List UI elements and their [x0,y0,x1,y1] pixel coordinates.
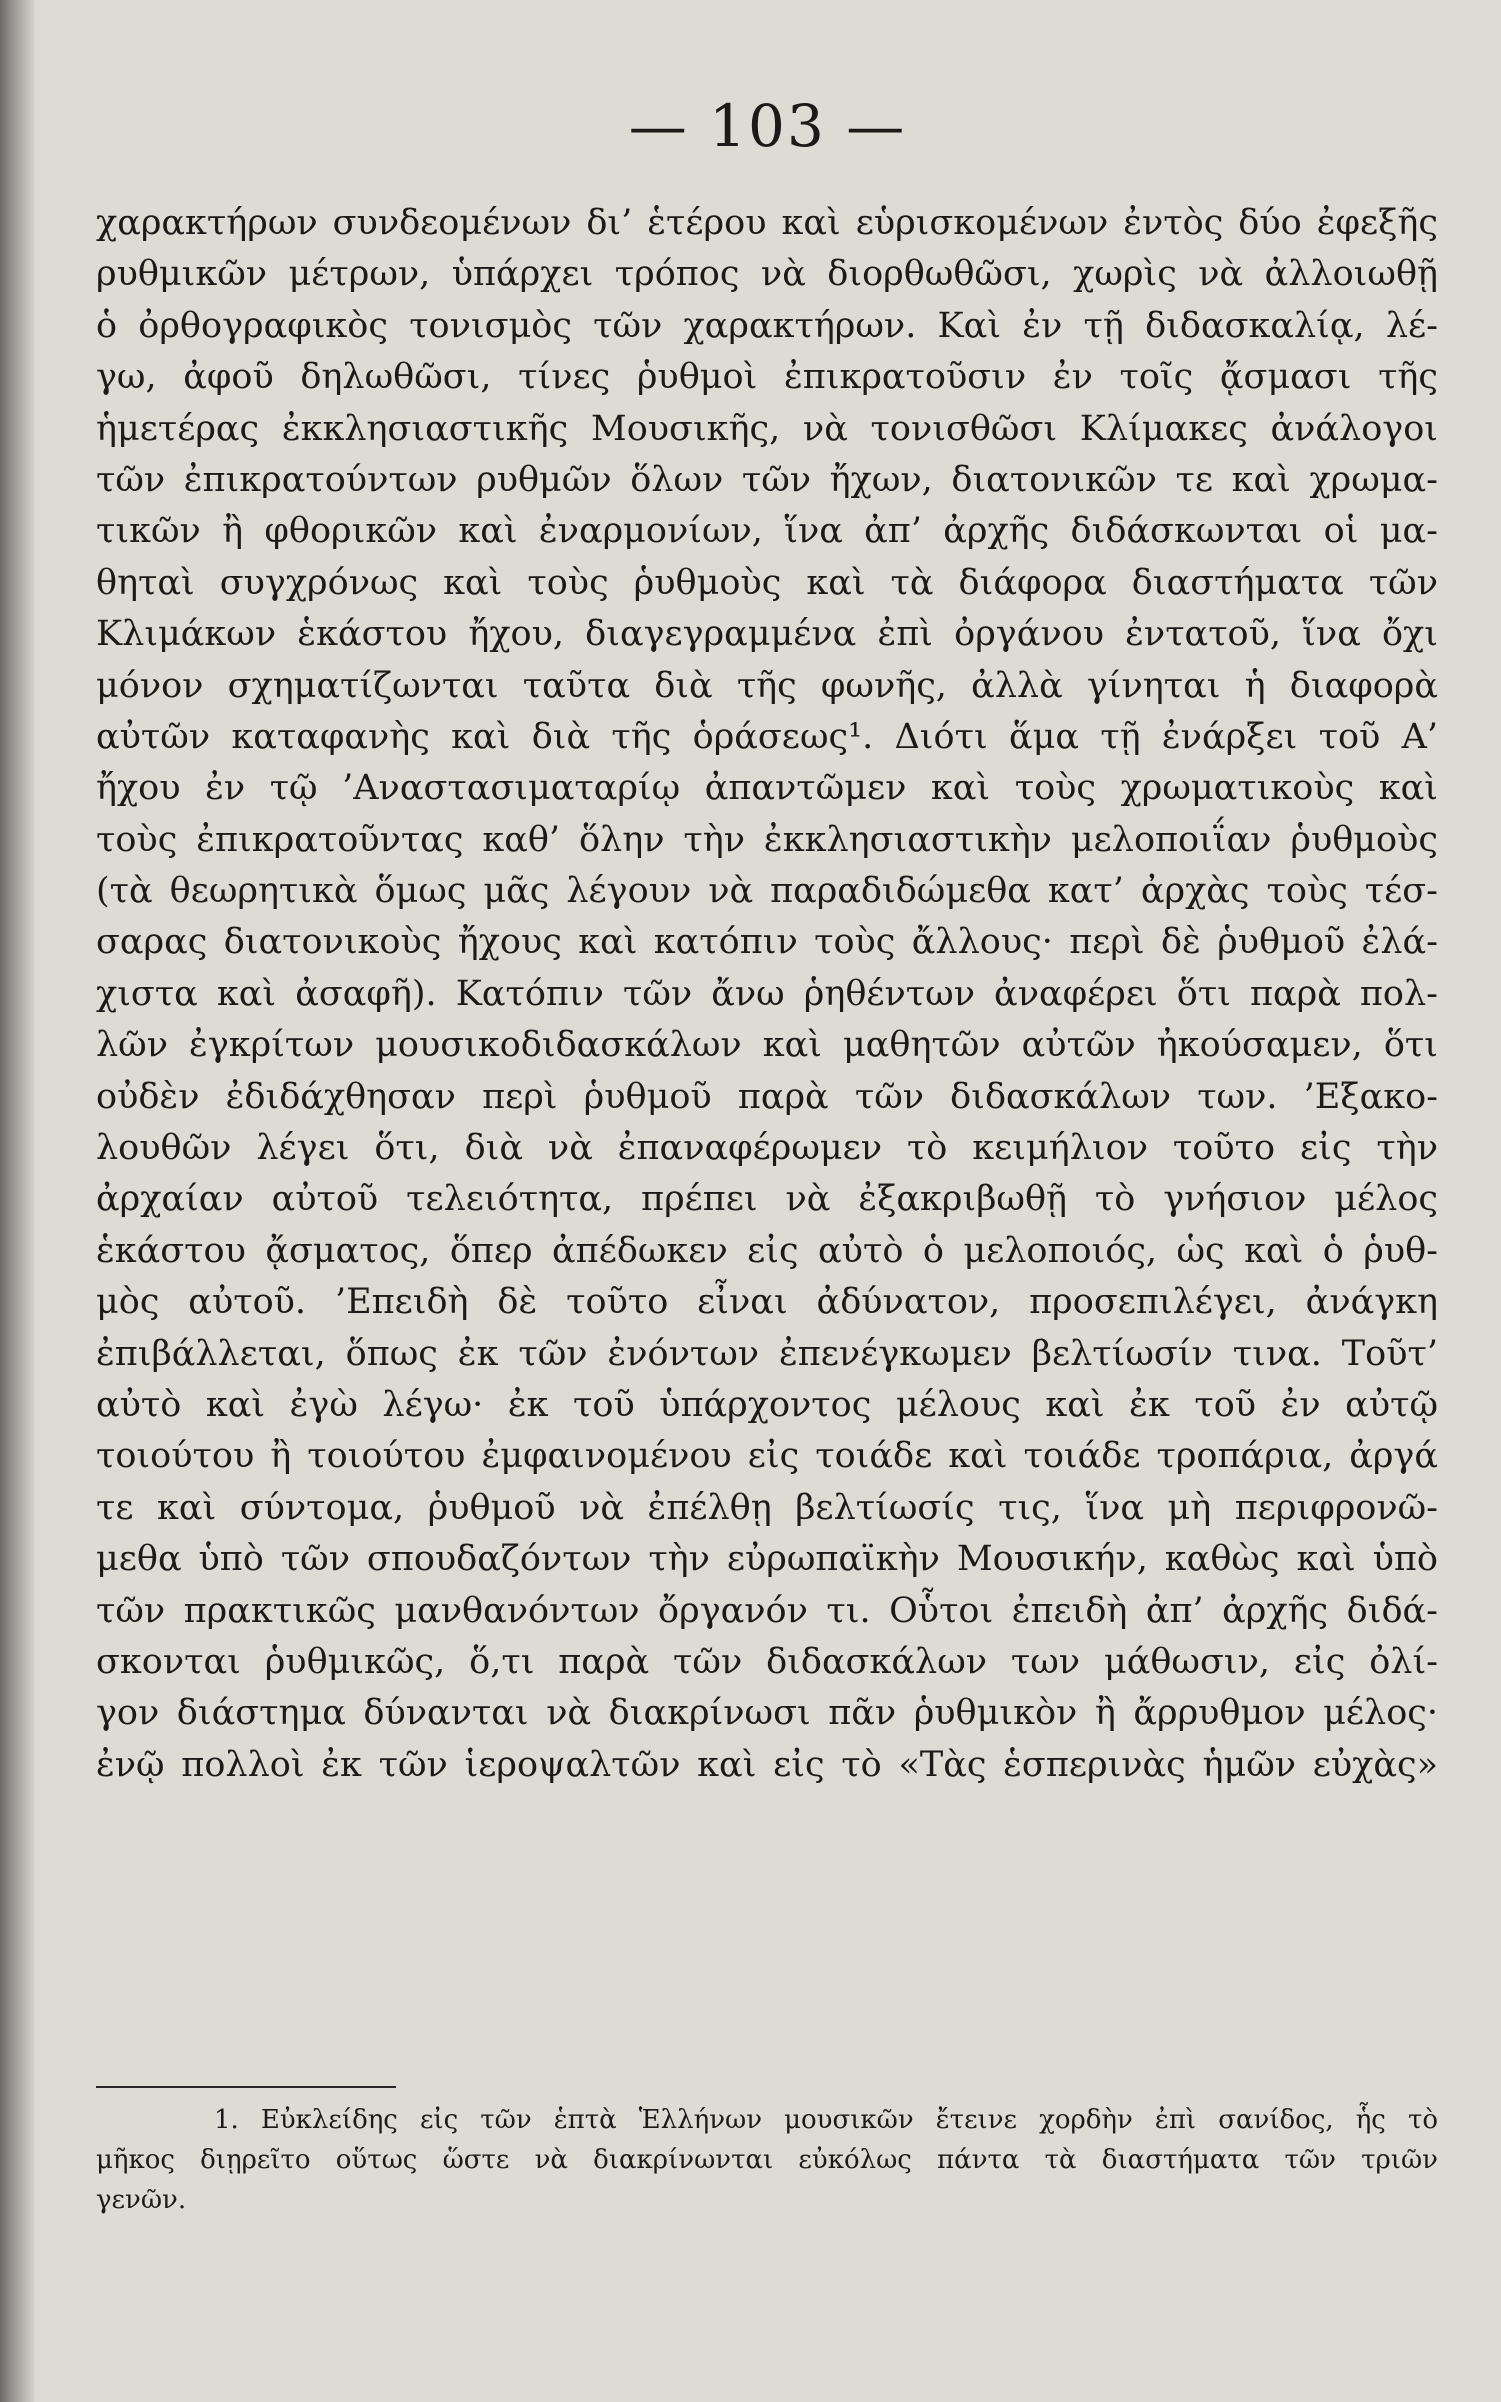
text-line: χαρακτήρων συνδεομένων δι’ ἑτέρου καὶ εὑρισκομένων ἐντὸς δύο ἐφεξῆς [96,203,1438,243]
text-line: λουθῶν λέγει ὅτι, διὰ νὰ ἐπαναφέρωμεν τὸ κειμήλιον τοῦτο εἰς τὴν [96,1128,1438,1169]
footnote-line: μῆκος διῃρεῖτο οὕτως ὥστε νὰ διακρίνωνται εὐκόλως πάντα τὰ διαστήματα τῶν τριῶν [96,2145,1438,2175]
text-line: σαρας διατονικοὺς ἤχους καὶ κατόπιν τοὺς ἄλλους· περὶ δὲ ῥυθμοῦ ἐλά- [96,922,1438,963]
text-line: ἐπιβάλλεται, ὅπως ἐκ τῶν ἐνόντων ἐπενέγκωμεν βελτίωσίν τινα. Τοῦτ’ [96,1333,1438,1374]
text-line: ἡμετέρας ἐκκλησιαστικῆς Μουσικῆς, νὰ τονισθῶσι Κλίμακες ἀνάλογοι [96,408,1438,449]
text-line: γω, ἀφοῦ δηλωθῶσι, τίνες ῥυθμοὶ ἐπικρατοῦσιν ἐν τοῖς ᾄσμασι τῆς [96,357,1438,398]
text-line: ἐνῷ πολλοὶ ἐκ τῶν ἱεροψαλτῶν καὶ εἰς τὸ «Τὰς ἑσπερινὰς ἡμῶν εὐχὰς» [96,1744,1438,1785]
text-line: μόνον σχηματίζωνται ταῦτα διὰ τῆς φωνῆς, ἀλλὰ γίνηται ἡ διαφορὰ [96,665,1438,706]
text-line: χιστα καὶ ἀσαφῆ). Κατόπιν τῶν ἄνω ῥηθέντων ἀναφέρει ὅτι παρὰ πολ- [96,973,1438,1014]
text-line: μὸς αὐτοῦ. ’Επειδὴ δὲ τοῦτο εἶναι ἀδύνατον, προσεπιλέγει, ἀνάγκη [96,1282,1438,1323]
text-line: τῶν ἐπικρατούντων ρυθμῶν ὅλων τῶν ἤχων, διατονικῶν τε καὶ χρωμα- [96,459,1438,500]
footnote [96,2100,1438,2220]
text-line: (τὰ θεωρητικὰ ὅμως μᾶς λέγουν νὰ παραδιδώμεθα κατ’ ἀρχὰς τοὺς τέσ- [96,871,1438,912]
text-line: ρυθμικῶν μέτρων, ὑπάρχει τρόπος νὰ διορθωθῶσι, χωρὶς νὰ ἀλλοιωθῇ [96,254,1438,295]
text-line: ἑκάστου ᾄσματος, ὅπερ ἀπέδωκεν εἰς αὐτὸ ὁ μελοποιός, ὡς καὶ ὁ ῥυθ- [96,1230,1438,1271]
text-line: ἀρχαίαν αὐτοῦ τελειότητα, πρέπει νὰ ἐξακριβωθῇ τὸ γνήσιον μέλος [96,1179,1438,1220]
text-line: λῶν ἐγκρίτων μουσικοδιδασκάλων καὶ μαθητῶν αὐτῶν ἠκούσαμεν, ὅτι [96,1025,1438,1066]
footnote-divider [96,2086,396,2088]
text-line: τῶν πρακτικῶς μανθανόντων ὄργανόν τι. Οὗτοι ἐπειδὴ ἀπ’ ἀρχῆς διδά- [96,1590,1438,1631]
page-number: — 103 — [628,92,907,160]
text-line: τε καὶ σύντομα, ῥυθμοῦ νὰ ἐπέλθῃ βελτίωσίς τις, ἵνα μὴ περιφρονῶ- [96,1487,1438,1528]
footnote-line: 1. Εὐκλείδης εἰς τῶν ἑπτὰ Ἑλλήνων μουσικῶν ἔτεινε χορδὴν ἐπὶ σανίδος, ἧς τὸ [214,2105,1438,2135]
text-line: αὐτῶν καταφανὴς καὶ διὰ τῆς ὁράσεως¹. Διότι ἅμα τῇ ἐνάρξει τοῦ Α’ [96,716,1438,757]
text-line: οὐδὲν ἐδιδάχθησαν περὶ ῥυθμοῦ παρὰ τῶν διδασκάλων των. ’Εξακο- [96,1076,1438,1117]
text-line: τοὺς ἐπικρατοῦντας καθ’ ὅλην τὴν ἐκκλησιαστικὴν μελοποιΐαν ῥυθμοὺς [96,819,1438,860]
text-line: τικῶν ἢ φθορικῶν καὶ ἐναρμονίων, ἵνα ἀπ’ ἀρχῆς διδάσκωνται οἱ μα- [96,511,1438,552]
text-line: μεθα ὑπὸ τῶν σπουδαζόντων τὴν εὐρωπαϊκὴν Μουσικήν, καθὼς καὶ ὑπὸ [96,1539,1438,1580]
text-line: σκονται ῥυθμικῶς, ὅ,τι παρὰ τῶν διδασκάλων των μάθωσιν, εἰς ὀλί- [96,1641,1438,1682]
text-line: θηταὶ συγχρόνως καὶ τοὺς ῥυθμοὺς καὶ τὰ διάφορα διαστήματα τῶν [96,562,1438,603]
text-line: ὁ ὀρθογραφικὸς τονισμὸς τῶν χαρακτήρων. Καὶ ἐν τῇ διδασκαλίᾳ, λέ- [96,305,1438,346]
text-line: αὐτὸ καὶ ἐγὼ λέγω· ἐκ τοῦ ὑπάρχοντος μέλους καὶ ἐκ τοῦ ἐν αὐτῷ [96,1384,1438,1425]
text-line: τοιούτου ἢ τοιούτου ἐμφαινομένου εἰς τοιάδε καὶ τοιάδε τροπάρια, ἀργά [96,1436,1438,1477]
text-line: γον διάστημα δύνανται νὰ διακρίνωσι πᾶν ῥυθμικὸν ἢ ἄρρυθμον μέλος· [96,1693,1438,1734]
text-line: Κλιμάκων ἑκάστου ἤχου, διαγεγραμμένα ἐπὶ ὀργάνου ἐντατοῦ, ἵνα ὄχι [96,614,1438,655]
text-line: ἤχου ἐν τῷ ’Αναστασιματαρίῳ ἀπαντῶμεν καὶ τοὺς χρωματικοὺς καὶ [96,768,1438,809]
body-text [96,198,1438,1791]
footnote-line: γενῶν. [96,2185,187,2215]
book-page [34,0,1501,2402]
scan-binding-edge [0,0,34,2402]
